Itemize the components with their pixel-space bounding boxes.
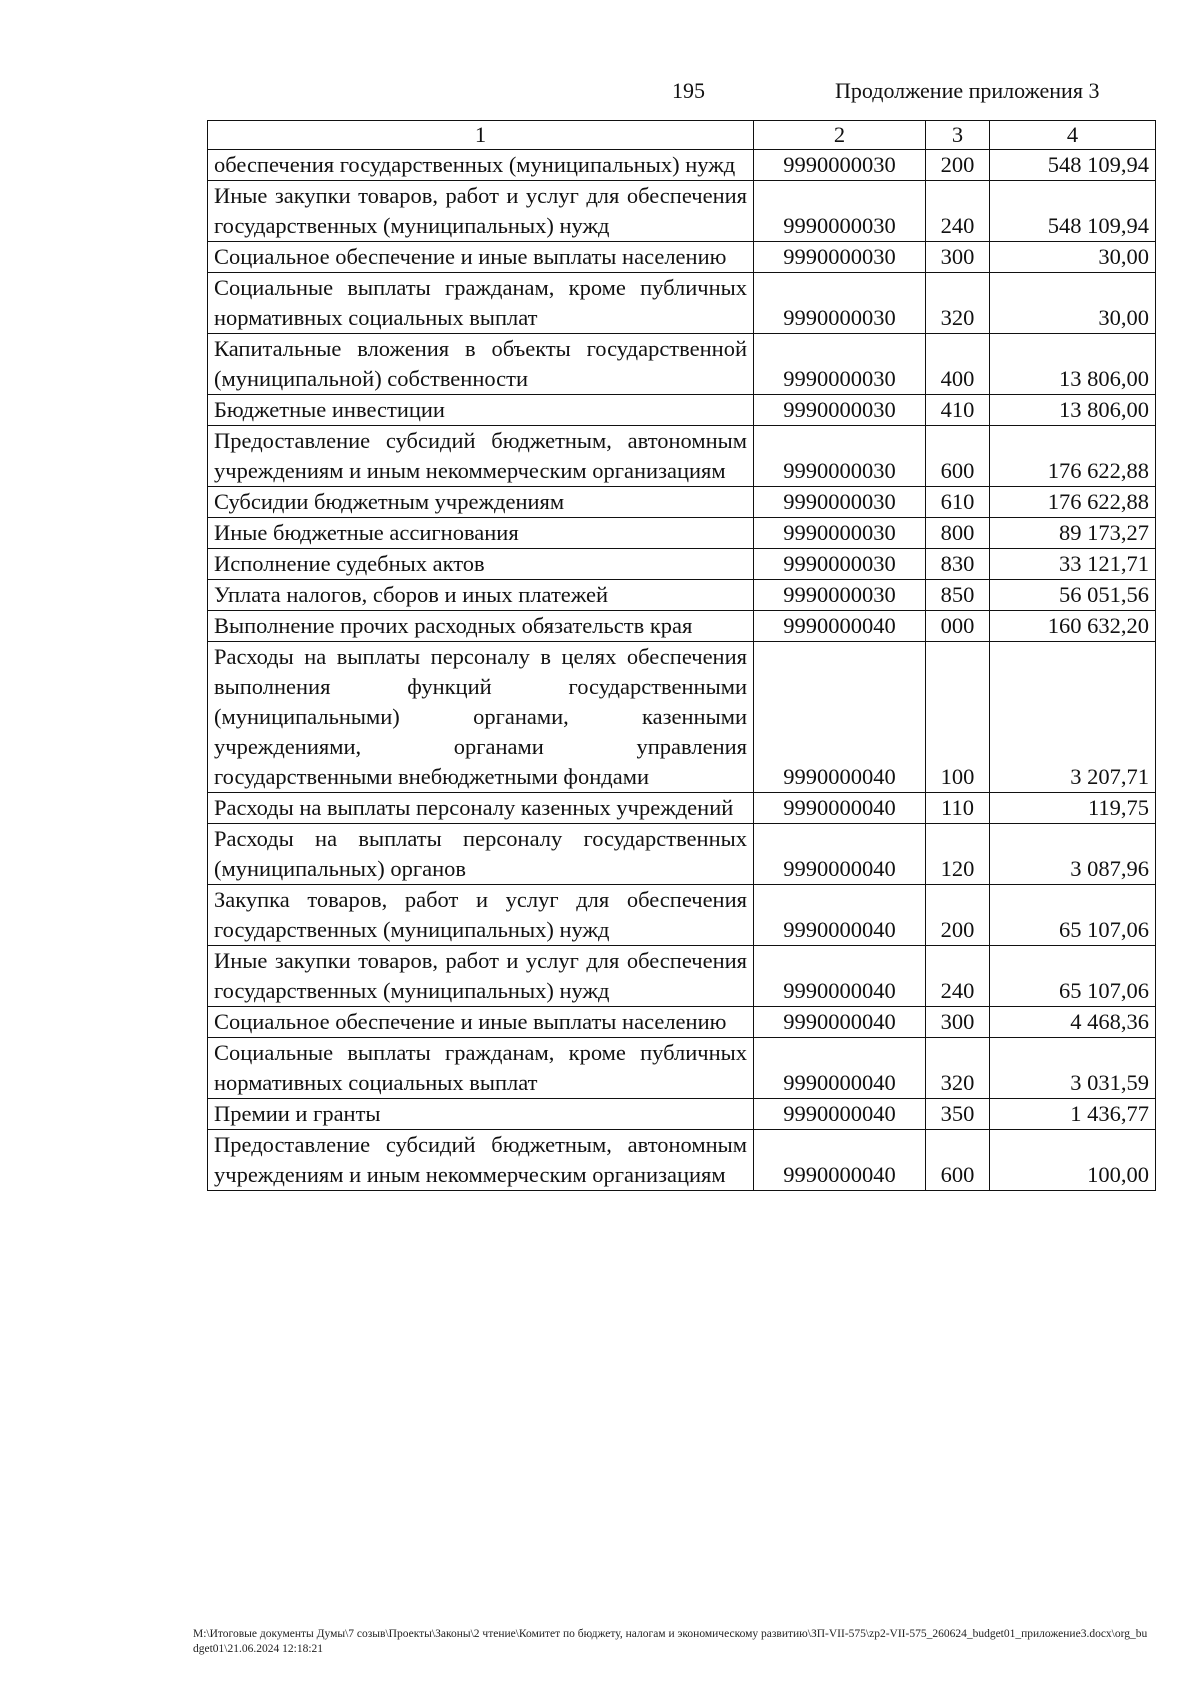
column-header-4: 4: [990, 121, 1156, 150]
row-amount-cell: 119,75: [990, 793, 1156, 824]
row-amount-cell: 4 468,36: [990, 1007, 1156, 1038]
table-row: [208, 793, 1156, 824]
table-row: [208, 334, 1156, 395]
row-name-cell: Предоставление субсидий бюджетным, автономным учреждениям и иным некоммерческим организациям: [208, 1130, 754, 1191]
table-row: [208, 946, 1156, 1007]
continuation-note: Продолжение приложения 3: [835, 78, 1100, 103]
row-type-cell: 600: [926, 1130, 990, 1191]
row-type-cell: 120: [926, 824, 990, 885]
row-name-cell: Социальные выплаты гражданам, кроме публичных нормативных социальных выплат: [208, 273, 754, 334]
column-header-2: 2: [754, 121, 926, 150]
row-amount-cell: 548 109,94: [990, 150, 1156, 181]
row-code-cell: 9990000040: [754, 793, 926, 824]
table-row: [208, 273, 1156, 334]
row-code-cell: 9990000030: [754, 487, 926, 518]
row-code-cell: 9990000040: [754, 824, 926, 885]
row-type-cell: 110: [926, 793, 990, 824]
row-type-cell: 300: [926, 242, 990, 273]
row-name-cell: Капитальные вложения в объекты государственной (муниципальной) собственности: [208, 334, 754, 395]
row-code-cell: 9990000040: [754, 642, 926, 793]
row-amount-cell: 176 622,88: [990, 487, 1156, 518]
row-name-cell: Исполнение судебных актов: [208, 549, 754, 580]
row-name-cell: Иные бюджетные ассигнования: [208, 518, 754, 549]
column-header-1: 1: [208, 121, 754, 150]
row-type-cell: 410: [926, 395, 990, 426]
table-body: [208, 150, 1156, 1191]
table-row: [208, 518, 1156, 549]
row-type-cell: 600: [926, 426, 990, 487]
row-type-cell: 240: [926, 181, 990, 242]
row-code-cell: 9990000030: [754, 580, 926, 611]
row-code-cell: 9990000030: [754, 395, 926, 426]
row-name-cell: обеспечения государственных (муниципальных) нужд: [208, 150, 754, 181]
column-header-3: 3: [926, 121, 990, 150]
row-name-cell: Бюджетные инвестиции: [208, 395, 754, 426]
row-amount-cell: 1 436,77: [990, 1099, 1156, 1130]
table-row: [208, 395, 1156, 426]
row-code-cell: 9990000040: [754, 885, 926, 946]
row-name-cell: Премии и гранты: [208, 1099, 754, 1130]
row-type-cell: 240: [926, 946, 990, 1007]
table-row: [208, 487, 1156, 518]
row-code-cell: 9990000040: [754, 611, 926, 642]
row-type-cell: 200: [926, 885, 990, 946]
table-row: [208, 242, 1156, 273]
row-type-cell: 350: [926, 1099, 990, 1130]
row-name-cell: Предоставление субсидий бюджетным, автономным учреждениям и иным некоммерческим организациям: [208, 426, 754, 487]
row-type-cell: 320: [926, 273, 990, 334]
table-row: [208, 1007, 1156, 1038]
row-code-cell: 9990000030: [754, 150, 926, 181]
row-amount-cell: 65 107,06: [990, 946, 1156, 1007]
header-row: [208, 121, 1156, 150]
row-type-cell: 850: [926, 580, 990, 611]
row-code-cell: 9990000030: [754, 426, 926, 487]
row-amount-cell: 548 109,94: [990, 181, 1156, 242]
page-number: 195: [672, 78, 705, 103]
table-row: [208, 426, 1156, 487]
row-code-cell: 9990000030: [754, 518, 926, 549]
table-row: [208, 642, 1156, 793]
row-code-cell: 9990000040: [754, 946, 926, 1007]
row-amount-cell: 3 031,59: [990, 1038, 1156, 1099]
table-row: [208, 1130, 1156, 1191]
row-amount-cell: 160 632,20: [990, 611, 1156, 642]
table-row: [208, 885, 1156, 946]
row-type-cell: 000: [926, 611, 990, 642]
row-code-cell: 9990000030: [754, 549, 926, 580]
row-amount-cell: 3 087,96: [990, 824, 1156, 885]
table-row: [208, 150, 1156, 181]
row-code-cell: 9990000030: [754, 181, 926, 242]
row-amount-cell: 100,00: [990, 1130, 1156, 1191]
table-row: [208, 181, 1156, 242]
row-type-cell: 830: [926, 549, 990, 580]
row-amount-cell: 13 806,00: [990, 395, 1156, 426]
row-code-cell: 9990000030: [754, 334, 926, 395]
budget-table: [207, 120, 1156, 1191]
row-amount-cell: 30,00: [990, 273, 1156, 334]
row-name-cell: Расходы на выплаты персоналу государственных (муниципальных) органов: [208, 824, 754, 885]
row-amount-cell: 89 173,27: [990, 518, 1156, 549]
row-type-cell: 610: [926, 487, 990, 518]
row-type-cell: 320: [926, 1038, 990, 1099]
row-name-cell: Закупка товаров, работ и услуг для обеспечения государственных (муниципальных) нужд: [208, 885, 754, 946]
row-amount-cell: 13 806,00: [990, 334, 1156, 395]
row-name-cell: Социальное обеспечение и иные выплаты населению: [208, 1007, 754, 1038]
row-amount-cell: 3 207,71: [990, 642, 1156, 793]
table-row: [208, 580, 1156, 611]
row-amount-cell: 56 051,56: [990, 580, 1156, 611]
row-type-cell: 100: [926, 642, 990, 793]
table-header: [208, 121, 1156, 150]
row-type-cell: 300: [926, 1007, 990, 1038]
row-amount-cell: 65 107,06: [990, 885, 1156, 946]
row-amount-cell: 30,00: [990, 242, 1156, 273]
row-code-cell: 9990000040: [754, 1099, 926, 1130]
row-name-cell: Иные закупки товаров, работ и услуг для обеспечения государственных (муниципальных) нужд: [208, 181, 754, 242]
footer-file-path: M:\Итоговые документы Думы\7 созыв\Проекты\Законы\2 чтение\Комитет по бюджету, налогам и экономическому развитию\ЗП-VII-575\zp2-VII-575_260624_budget01_приложение3.docx\org_budget01\21.06.2024 12:18:21: [193, 1628, 1148, 1655]
row-name-cell: Социальное обеспечение и иные выплаты населению: [208, 242, 754, 273]
row-name-cell: Расходы на выплаты персоналу казенных учреждений: [208, 793, 754, 824]
row-name-cell: Субсидии бюджетным учреждениям: [208, 487, 754, 518]
row-type-cell: 800: [926, 518, 990, 549]
row-amount-cell: 33 121,71: [990, 549, 1156, 580]
row-name-cell: Выполнение прочих расходных обязательств края: [208, 611, 754, 642]
table-row: [208, 611, 1156, 642]
row-name-cell: Уплата налогов, сборов и иных платежей: [208, 580, 754, 611]
row-code-cell: 9990000040: [754, 1130, 926, 1191]
row-name-cell: Расходы на выплаты персоналу в целях обеспечения выполнения функций государственными (муниципальными) органами, казенными учреждениями, органами управления государственными внебюджетными фондами: [208, 642, 754, 793]
row-name-cell: Иные закупки товаров, работ и услуг для обеспечения государственных (муниципальных) нужд: [208, 946, 754, 1007]
row-code-cell: 9990000030: [754, 242, 926, 273]
table-row: [208, 1038, 1156, 1099]
table-row: [208, 549, 1156, 580]
table-row: [208, 824, 1156, 885]
row-code-cell: 9990000040: [754, 1038, 926, 1099]
row-name-cell: Социальные выплаты гражданам, кроме публичных нормативных социальных выплат: [208, 1038, 754, 1099]
row-type-cell: 400: [926, 334, 990, 395]
row-amount-cell: 176 622,88: [990, 426, 1156, 487]
row-code-cell: 9990000030: [754, 273, 926, 334]
table-row: [208, 1099, 1156, 1130]
row-code-cell: 9990000040: [754, 1007, 926, 1038]
row-type-cell: 200: [926, 150, 990, 181]
